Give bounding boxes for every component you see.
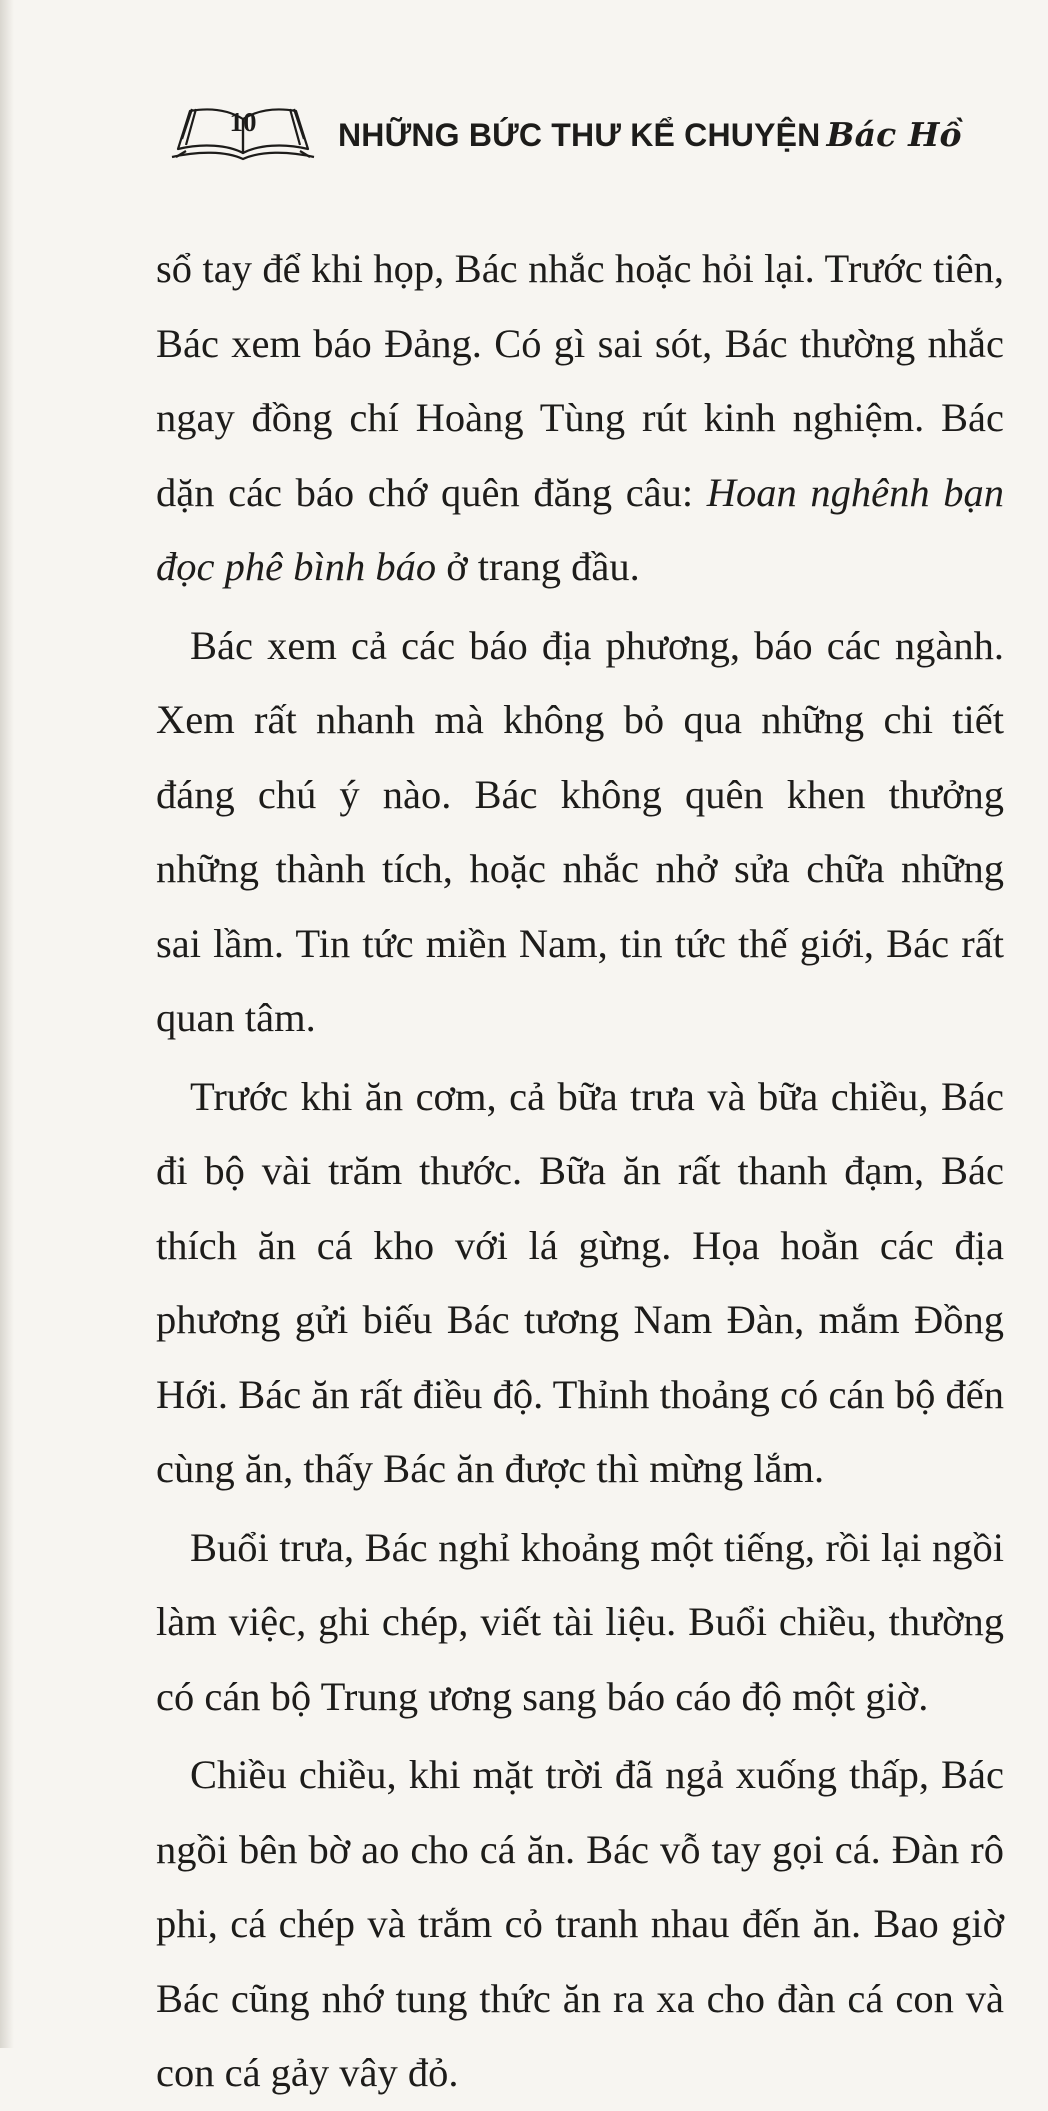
paragraph-2: Bác xem cả các báo địa phương, báo các ngành. Xem rất nhanh mà không bỏ qua những chi tiết đáng chú ý nào. Bác không quên khen thưởng những thành tích, hoặc nhắc nhở sửa chữa những sai lầm. Tin tức miền Nam, tin tức thế giới, Bác rất quan tâm. [156,622,1004,1040]
running-header [168,95,1008,175]
page-edge-shadow [0,0,14,2048]
running-title-script: Bác Hồ [826,115,962,154]
running-title-text: NHỮNG BỨC THƯ KỂ CHUYỆN [338,117,821,153]
running-title [338,115,962,154]
paragraph-1-text: sổ tay để khi họp, Bác nhắc hoặc hỏi lại. Trước tiên, Bác xem báo Đảng. Có gì sai sót, Bác thường nhắc ngay đồng chí Hoàng Tùng rút kinh nghiệm. Bác dặn các báo chớ quên đăng câu: [156,246,1004,515]
body-text [156,232,1004,2111]
paragraph-5: Chiều chiều, khi mặt trời đã ngả xuống thấp, Bác ngồi bên bờ ao cho cá ăn. Bác vỗ tay gọi cá. Đàn rô phi, cá chép và trắm cỏ tranh nhau đến ăn. Bao giờ Bác cũng nhớ tung thức ăn ra xa cho đàn cá con và con cá gảy vây đỏ. [156,1752,1004,2095]
paragraph-1 [156,232,1004,605]
page-number: 10 [229,107,257,137]
paragraph-1-italic: Hoan nghênh bạn đọc phê bình báo [156,469,1004,589]
paragraph-3: Trước khi ăn cơm, cả bữa trưa và bữa chiều, Bác đi bộ vài trăm thước. Bữa ăn rất thanh đạm, Bác thích ăn cá kho với lá gừng. Họa hoằn các địa phương gửi biếu Bác tương Nam Đàn, mắm Đồng Hới. Bác ăn rất điều độ. Thỉnh thoảng có cán bộ đến cùng ăn, thấy Bác ăn được thì mừng lắm. [156,1073,1004,1491]
paragraph-1-tail: ở trang đầu. [436,544,640,589]
paragraph-4: Buổi trưa, Bác nghỉ khoảng một tiếng, rồi lại ngồi làm việc, ghi chép, viết tài liệu. Buổi chiều, thường có cán bộ Trung ương sang báo cáo độ một giờ. [156,1524,1004,1719]
